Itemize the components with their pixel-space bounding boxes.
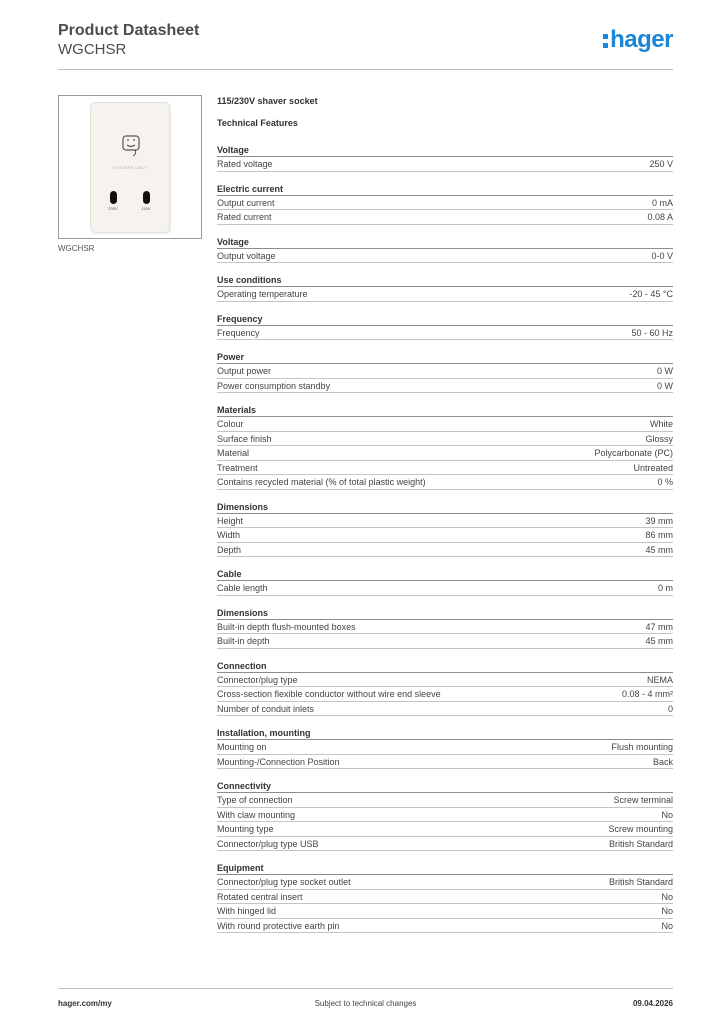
plate-label: SHAVERS ONLY [112, 165, 148, 170]
spec-section [217, 779, 673, 851]
section-title: Connectivity [217, 779, 673, 793]
spec-row [217, 475, 673, 490]
spec-value: White [649, 419, 673, 429]
spec-section [217, 606, 673, 649]
spec-label: Rated voltage [217, 159, 273, 169]
spec-value: 39 mm [645, 515, 673, 526]
spec-row [217, 249, 673, 264]
pin-icon [110, 191, 117, 204]
spec-value: No [661, 906, 673, 916]
spec-row [217, 837, 673, 852]
pin-icon [143, 191, 150, 204]
spec-value: 0.08 A [647, 212, 673, 222]
spec-label: Cross-section flexible conductor without wire end sleeve [217, 689, 441, 699]
spec-label: With claw mounting [217, 809, 296, 820]
spec-value: NEMA [646, 674, 673, 685]
pin-label: 230V [108, 206, 118, 211]
shaver-socket-plate [90, 102, 170, 233]
section-title: Cable [217, 567, 673, 581]
spec-label: Built-in depth flush-mounted boxes [217, 621, 356, 632]
spec-row [217, 904, 673, 919]
spec-row [217, 740, 673, 755]
page-header [58, 20, 673, 70]
spec-row [217, 620, 673, 635]
hager-logo [603, 26, 673, 54]
section-title: Use conditions [217, 273, 673, 287]
section-title: Equipment [217, 861, 673, 875]
spec-row [217, 822, 673, 837]
spec-value: 47 mm [645, 621, 673, 632]
logo-colon-icon [603, 33, 608, 48]
spec-label: Mounting type [217, 824, 274, 834]
spec-section [217, 861, 673, 933]
section-title: Voltage [217, 235, 673, 249]
spec-value: Untreated [633, 462, 673, 473]
spec-value: Screw terminal [613, 795, 673, 805]
spec-value: Flush mounting [611, 742, 673, 752]
spec-label: Connector/plug type socket outlet [217, 877, 351, 887]
spec-value: British Standard [608, 877, 673, 887]
spec-label: Connector/plug type [217, 674, 298, 685]
logo-text: hager [610, 26, 673, 53]
section-title: Voltage [217, 143, 673, 157]
footer-notice: Subject to technical changes [314, 999, 417, 1008]
spec-label: Rated current [217, 212, 272, 222]
technical-features-title: Technical Features [217, 118, 298, 128]
spec-label: With hinged lid [217, 906, 277, 916]
spec-label: Output voltage [217, 250, 276, 261]
spec-label: Treatment [217, 462, 258, 473]
spec-section [217, 659, 673, 717]
spec-row [217, 287, 673, 302]
spec-label: Mounting on [217, 742, 267, 752]
spec-value: No [661, 809, 673, 820]
spec-label: Contains recycled material (% of total plastic weight) [217, 477, 426, 487]
spec-row [217, 446, 673, 461]
spec-row [217, 702, 673, 717]
shaver-face-icon [121, 135, 141, 157]
socket-230v [106, 191, 120, 211]
spec-value: Screw mounting [608, 824, 673, 834]
spec-row [217, 581, 673, 596]
spec-section [217, 567, 673, 596]
spec-section [217, 350, 673, 393]
spec-value: 0 m [657, 583, 673, 593]
footer-date: 09.04.2026 [632, 999, 673, 1008]
spec-section [217, 143, 673, 172]
spec-label: Depth [217, 544, 242, 555]
spec-section [217, 312, 673, 341]
spec-value: British Standard [608, 838, 673, 849]
spec-row [217, 755, 673, 770]
spec-label: Number of conduit inlets [217, 703, 315, 714]
spec-label: Cable length [217, 583, 268, 593]
spec-label: Material [217, 448, 250, 458]
spec-label: Output power [217, 366, 272, 376]
spec-value: Back [652, 756, 673, 767]
spec-section [217, 403, 673, 490]
document-title: Product Datasheet [58, 22, 200, 39]
spec-row [217, 417, 673, 432]
spec-value: 0.08 - 4 mm² [621, 689, 673, 699]
spec-label: Mounting-/Connection Position [217, 756, 340, 767]
spec-label: Type of connection [217, 795, 293, 805]
spec-value: No [661, 891, 673, 902]
spec-row [217, 364, 673, 379]
product-description: 115/230V shaver socket [217, 96, 318, 106]
page-footer [58, 988, 673, 1018]
section-title: Electric current [217, 182, 673, 196]
spec-label: Operating temperature [217, 289, 308, 299]
spec-value: 0 mA [651, 197, 673, 208]
spec-row [217, 793, 673, 808]
spec-section [217, 273, 673, 302]
spec-row [217, 379, 673, 394]
spec-sections [217, 143, 673, 933]
spec-value: 50 - 60 Hz [631, 327, 673, 338]
spec-value: Polycarbonate (PC) [594, 448, 673, 458]
socket-115v [139, 191, 153, 211]
spec-row [217, 157, 673, 172]
spec-value: 86 mm [645, 530, 673, 540]
section-title: Connection [217, 659, 673, 673]
specifications [217, 96, 673, 933]
spec-section [217, 726, 673, 769]
spec-value: 0 W [656, 380, 673, 391]
section-title: Power [217, 350, 673, 364]
spec-label: Surface finish [217, 433, 272, 444]
spec-row [217, 673, 673, 688]
spec-row [217, 919, 673, 934]
section-title: Installation, mounting [217, 726, 673, 740]
spec-row [217, 634, 673, 649]
spec-value: 0 W [656, 366, 673, 376]
pin-label: 115V [141, 206, 151, 211]
spec-row [217, 432, 673, 447]
spec-label: Built-in depth [217, 636, 270, 646]
spec-row [217, 687, 673, 702]
spec-value: 0 % [657, 477, 673, 487]
spec-label: Output current [217, 197, 275, 208]
spec-value: 45 mm [645, 636, 673, 646]
spec-value: 250 V [649, 159, 673, 169]
spec-row [217, 890, 673, 905]
spec-row [217, 326, 673, 341]
image-caption: WGCHSR [58, 244, 95, 253]
spec-value: Glossy [645, 433, 673, 444]
section-title: Dimensions [217, 500, 673, 514]
product-image [58, 95, 202, 239]
spec-row [217, 514, 673, 529]
spec-row [217, 528, 673, 543]
section-title: Frequency [217, 312, 673, 326]
spec-section [217, 235, 673, 264]
spec-row [217, 210, 673, 225]
spec-label: With round protective earth pin [217, 920, 340, 931]
spec-row [217, 808, 673, 823]
spec-label: Connector/plug type USB [217, 838, 319, 849]
spec-row [217, 461, 673, 476]
spec-label: Rotated central insert [217, 891, 303, 902]
spec-value: No [661, 920, 673, 931]
spec-value: 0 [667, 703, 673, 714]
spec-value: 45 mm [645, 544, 673, 555]
spec-value: 0-0 V [651, 250, 673, 261]
spec-label: Colour [217, 419, 244, 429]
spec-row [217, 543, 673, 558]
footer-website: hager.com/my [58, 999, 112, 1008]
spec-label: Width [217, 530, 241, 540]
spec-label: Frequency [217, 327, 260, 338]
spec-section [217, 182, 673, 225]
spec-label: Height [217, 515, 244, 526]
spec-row [217, 196, 673, 211]
spec-label: Power consumption standby [217, 380, 331, 391]
section-title: Dimensions [217, 606, 673, 620]
section-title: Materials [217, 403, 673, 417]
spec-value: -20 - 45 °C [629, 289, 673, 299]
product-code: WGCHSR [58, 41, 127, 58]
spec-section [217, 500, 673, 558]
spec-row [217, 875, 673, 890]
